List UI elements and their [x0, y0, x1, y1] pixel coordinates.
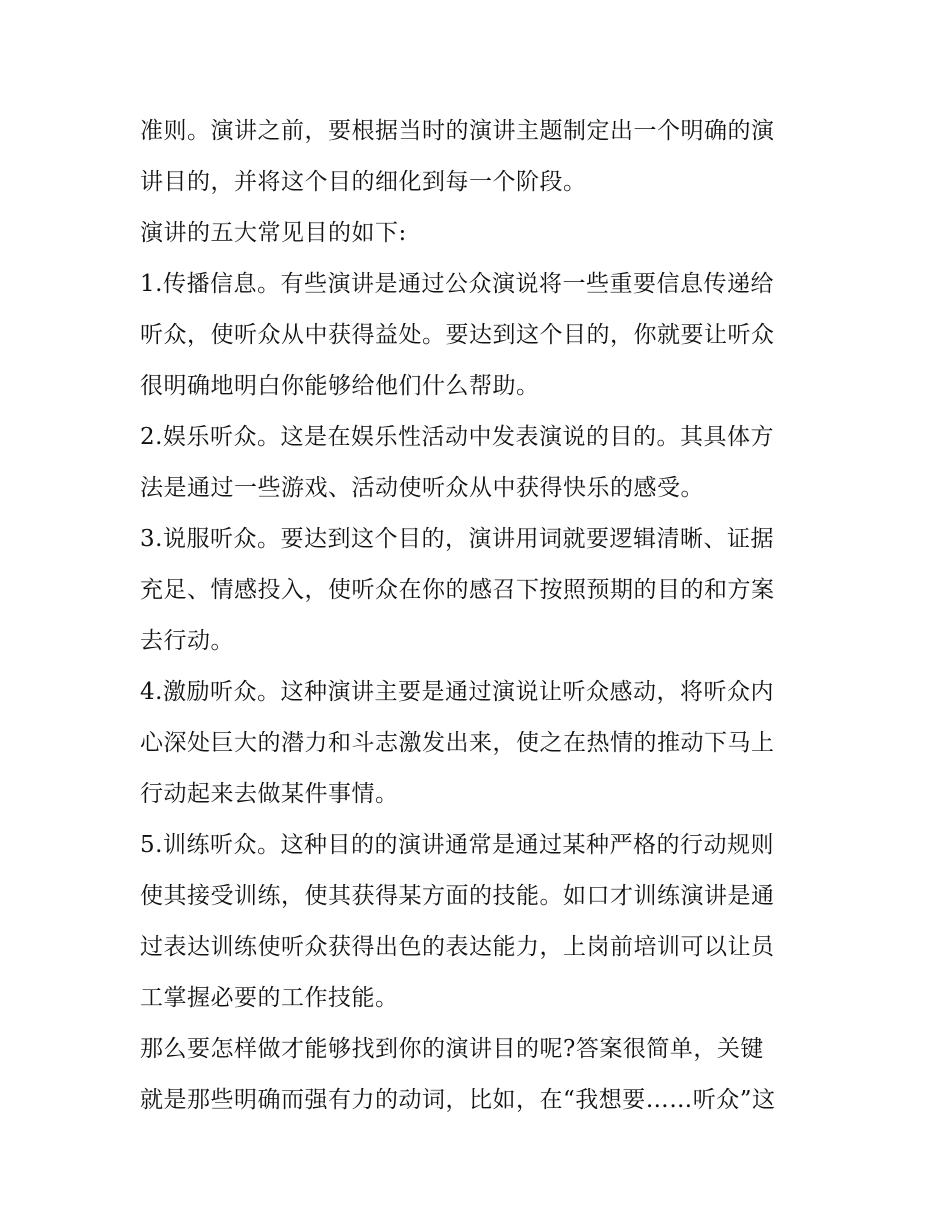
text-line: 2.娱乐听众。这是在娱乐性活动中发表演说的目的。其具体方	[140, 424, 774, 450]
text-line: 讲目的，并将这个目的细化到每一个阶段。	[140, 169, 587, 195]
text-line: 行动起来去做某件事情。	[140, 781, 399, 807]
text-line: 4.激励听众。这种演讲主要是通过演说让听众感动，将听众内	[140, 679, 774, 705]
text-line: 过表达训练使听众获得出色的表达能力，上岗前培训可以让员	[140, 934, 775, 960]
text-line: 听众，使听众从中获得益处。要达到这个目的，你就要让听众	[140, 322, 775, 348]
text-line: 1.传播信息。有些演讲是通过公众演说将一些重要信息传递给	[140, 271, 774, 297]
text-line: 心深处巨大的潜力和斗志激发出来，使之在热情的推动下马上	[140, 730, 775, 756]
text-line: 准则。演讲之前，要根据当时的演讲主题制定出一个明确的演	[140, 118, 775, 144]
text-line: 演讲的五大常见目的如下:	[140, 220, 407, 246]
body-text	[140, 106, 820, 1126]
text-line: 5.训练听众。这种目的的演讲通常是通过某种严格的行动规则	[140, 832, 774, 858]
text-line: 充足、情感投入，使听众在你的感召下按照预期的目的和方案	[140, 577, 775, 603]
text-line: 3.说服听众。要达到这个目的，演讲用词就要逻辑清晰、证据	[140, 526, 774, 552]
text-line: 那么要怎样做才能够找到你的演讲目的呢?答案很简单，关键	[140, 1036, 764, 1062]
text-line: 工掌握必要的工作技能。	[140, 985, 399, 1011]
text-line: 使其接受训练，使其获得某方面的技能。如口才训练演讲是通	[140, 883, 775, 909]
text-line: 法是通过一些游戏、活动使听众从中获得快乐的感受。	[140, 475, 704, 501]
text-line: 就是那些明确而强有力的动词，比如，在“我想要……听众”这	[140, 1087, 776, 1113]
text-line: 去行动。	[140, 628, 234, 654]
text-line: 很明确地明白你能够给他们什么帮助。	[140, 373, 540, 399]
